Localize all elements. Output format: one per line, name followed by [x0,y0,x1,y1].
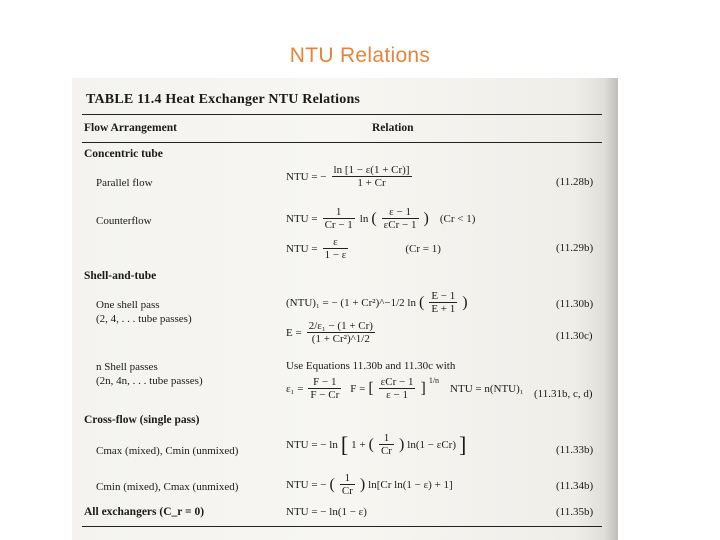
denominator: Cr [380,445,392,457]
paren-open: ( [368,435,374,453]
bracket-close: ] [420,379,426,397]
equation-one-shell-e [286,320,377,345]
row-label-one-shell: One shell pass (2, 4, . . . tube passes) [96,299,192,325]
numerator: E − 1 [431,290,456,302]
eq-lhs: ε₁ = [286,382,304,395]
column-header-arrangement: Flow Arrangement [84,122,177,134]
bottom-rule [82,526,602,527]
eq-number: (11.28b) [556,176,594,188]
numerator: 1 [340,472,355,485]
numerator: εCr − 1 [380,376,414,388]
denominator: (1 + Cr²)^1/2 [311,333,370,345]
header-rule [82,142,602,143]
row-label-cmax-mixed: Cmax (mixed), Cmin (unmixed) [96,445,239,457]
numerator: ln [1 − ε(1 + Cr)] [333,164,410,176]
denominator: E + 1 [431,303,456,315]
n-shell-instruction: Use Equations 11.30b and 11.30c with [286,360,456,372]
exponent: 1/n [428,376,440,385]
numerator: 2/ε₁ − (1 + Cr) [308,320,373,332]
fraction [307,320,375,345]
bracket-open: [ [340,431,349,457]
equation-all-exchangers: NTU = − ln(1 − ε) [286,506,367,518]
table-title: TABLE 11.4 Heat Exchanger NTU Relations [86,92,361,107]
eq-number: (11.30c) [556,330,593,342]
bracket-open: [ [368,379,374,397]
eq-lhs: NTU = − [286,170,327,183]
equation-cmin-mixed [286,472,453,497]
log-term: ln(1 − εCr) [407,438,456,451]
ntu-relation: NTU = n(NTU)₁ [450,382,524,395]
denominator: Cr [341,485,353,497]
numerator: F − 1 [308,376,341,389]
bracket-close: ] [459,431,467,457]
denominator: εCr − 1 [383,219,417,231]
fraction [332,164,412,189]
column-header-relation: Relation [372,122,414,134]
fraction [308,376,341,401]
paren-open: ( [329,475,335,493]
equation-n-shell [286,376,524,401]
numerator: 1 [379,432,394,445]
log-term: ln[Cr ln(1 − ε) + 1] [368,478,453,491]
equation-counterflow-2 [286,236,441,261]
eq-lhs: (NTU)₁ = − (1 + Cr²)^−1/2 ln [286,296,416,309]
section-concentric: Concentric tube [84,148,163,160]
scanned-table [72,78,618,540]
section-all-exchangers: All exchangers (C_r = 0) [84,506,205,518]
fraction [323,206,355,231]
eq-lhs: NTU = − ln [286,438,338,451]
ln-symbol: ln [359,212,369,225]
eq-number: (11.30b) [556,298,594,310]
paren-close: ) [398,435,405,453]
row-label-cmin-mixed: Cmin (mixed), Cmax (unmixed) [96,481,239,493]
equation-counterflow-1 [286,206,475,231]
numerator: ε [323,236,349,249]
paren-open: ( [418,293,425,311]
paren-close: ) [462,293,468,311]
one-plus: 1 + [351,438,366,451]
eq-lhs: NTU = [286,212,318,225]
denominator: 1 − ε [324,249,347,261]
fraction [340,472,355,497]
eq-lhs: NTU = [286,242,318,255]
denominator: ε − 1 [386,389,408,401]
eq-lhs: NTU = − [286,478,327,491]
denominator: 1 + Cr [357,177,386,189]
f-definition: F = [350,382,366,395]
fraction [379,432,394,457]
eq-number: (11.31b, c, d) [534,388,593,400]
denominator: F − Cr [310,389,340,401]
row-label-parallel: Parallel flow [96,177,153,189]
numerator: ε − 1 [382,206,419,219]
fraction [382,206,419,231]
denominator: Cr − 1 [324,219,353,231]
section-shell-and-tube: Shell-and-tube [84,270,157,282]
paren-close: ) [423,209,429,227]
fraction [429,290,457,315]
paren-open: ( [371,209,377,227]
eq-number: (11.29b) [556,242,594,254]
fraction [379,376,416,401]
fraction [323,236,349,261]
top-rule [82,114,602,115]
row-label-counterflow: Counterflow [96,215,152,227]
slide-title: NTU Relations [289,44,431,67]
equation-one-shell-ntu [286,290,468,315]
equation-cmax-mixed [286,432,466,457]
paren-close: ) [359,475,366,493]
eq-number: (11.33b) [556,444,594,456]
page-shadow [604,78,618,540]
eq-lhs: E = [286,326,302,339]
condition: (Cr = 1) [405,242,441,255]
section-cross-flow: Cross-flow (single pass) [84,414,200,426]
row-label-n-shell: n Shell passes (2n, 4n, . . . tube passes) [96,361,203,387]
eq-number: (11.35b) [556,506,594,518]
numerator: 1 [323,206,355,219]
condition: (Cr < 1) [439,212,476,225]
eq-number: (11.34b) [556,480,594,492]
equation-parallel [286,164,414,189]
